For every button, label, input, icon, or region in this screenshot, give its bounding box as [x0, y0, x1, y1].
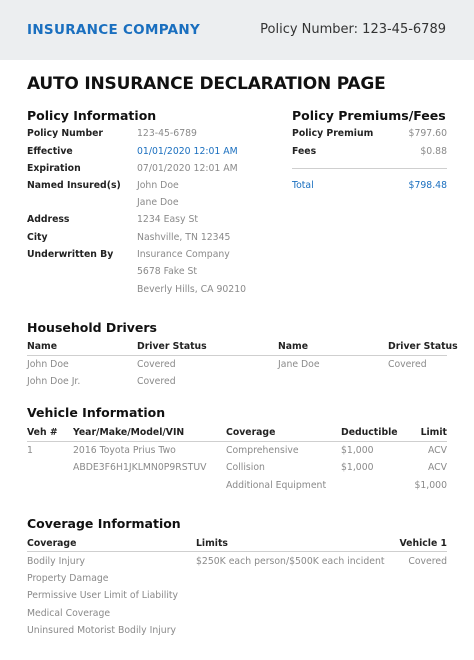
- header-policy-number: Policy Number: 123-45-6789: [260, 22, 446, 37]
- vehicle-col-veh: Veh #: [27, 427, 58, 438]
- address-value: 1234 Easy St: [137, 214, 199, 225]
- city-label: City: [27, 232, 48, 243]
- address-label: Address: [27, 214, 70, 225]
- policy-number-label: Policy Number: [27, 128, 104, 139]
- coverage-divider: [27, 551, 447, 552]
- expiration-value: 07/01/2020 12:01 AM: [137, 163, 238, 174]
- drivers-col-name: Name: [27, 341, 58, 352]
- driver-status: Covered: [137, 376, 176, 387]
- coverage-col-coverage: Coverage: [27, 538, 77, 549]
- coverage-vehicle: Covered: [408, 556, 447, 567]
- driver-name: John Doe: [27, 359, 69, 370]
- underwriter-name: Insurance Company: [137, 249, 230, 260]
- total-value: $798.48: [408, 180, 447, 191]
- effective-label: Effective: [27, 146, 73, 157]
- effective-value: 01/01/2020 12:01 AM: [137, 146, 238, 157]
- coverage-title: Coverage Information: [27, 516, 181, 531]
- underwriter-city: Beverly Hills, CA 90210: [137, 284, 247, 295]
- coverage-type: Collision: [226, 462, 265, 473]
- coverage-name: Uninsured Motorist Bodily Injury: [27, 625, 177, 636]
- named-insured-2: Jane Doe: [137, 197, 179, 208]
- drivers-divider: [27, 355, 447, 356]
- coverage-limits: $250K each person/$500K each incident: [196, 556, 385, 567]
- vehicle-vin: ABDE3F6H1JKLMN0P9RSTUV: [73, 462, 207, 473]
- drivers-title: Household Drivers: [27, 320, 157, 335]
- premium-divider: [292, 168, 447, 169]
- driver-name: Jane Doe: [278, 359, 320, 370]
- coverage-limit: $1,000: [414, 480, 447, 491]
- driver-status: Covered: [388, 359, 427, 370]
- header-bar: [0, 0, 474, 60]
- coverage-type: Comprehensive: [226, 445, 299, 456]
- coverage-col-vehicle: Vehicle 1: [399, 538, 447, 549]
- vehicle-model: 2016 Toyota Prius Two: [73, 445, 176, 456]
- policy-info-title: Policy Information: [27, 108, 157, 123]
- driver-status: Covered: [137, 359, 176, 370]
- city-value: Nashville, TN 12345: [137, 232, 231, 243]
- coverage-name: Bodily Injury: [27, 556, 86, 567]
- fees-label: Fees: [292, 146, 317, 157]
- drivers-col-name-2: Name: [278, 341, 309, 352]
- vehicle-col-limit: Limit: [420, 427, 447, 438]
- named-insured-1: John Doe: [137, 180, 179, 191]
- vehicle-col-ymm: Year/Make/Model/VIN: [73, 427, 185, 438]
- premium-label: Policy Premium: [292, 128, 374, 139]
- drivers-col-status: Driver Status: [137, 341, 207, 352]
- coverage-name: Property Damage: [27, 573, 109, 584]
- vehicle-col-deductible: Deductible: [341, 427, 398, 438]
- underwritten-label: Underwritten By: [27, 249, 114, 260]
- coverage-deductible: $1,000: [341, 445, 374, 456]
- coverage-name: Medical Coverage: [27, 608, 111, 619]
- total-label: Total: [292, 180, 314, 191]
- named-insured-label: Named Insured(s): [27, 180, 121, 191]
- page-title: AUTO INSURANCE DECLARATION PAGE: [27, 74, 386, 94]
- coverage-limit: ACV: [427, 462, 447, 473]
- fees-value: $0.88: [420, 146, 447, 157]
- vehicle-title: Vehicle Information: [27, 405, 166, 420]
- vehicle-col-coverage: Coverage: [226, 427, 276, 438]
- underwriter-street: 5678 Fake St: [137, 266, 198, 277]
- coverage-deductible: $1,000: [341, 462, 374, 473]
- driver-name: John Doe Jr.: [27, 376, 81, 387]
- coverage-col-limits: Limits: [196, 538, 228, 549]
- drivers-col-status-2: Driver Status: [388, 341, 458, 352]
- expiration-label: Expiration: [27, 163, 81, 174]
- vehicle-divider: [27, 441, 447, 442]
- policy-number-value: 123-45-6789: [137, 128, 197, 139]
- vehicle-number: 1: [27, 445, 33, 456]
- premiums-title: Policy Premiums/Fees: [292, 108, 446, 123]
- coverage-limit: ACV: [427, 445, 447, 456]
- coverage-name: Permissive User Limit of Liability: [27, 590, 179, 601]
- coverage-type: Additional Equipment: [226, 480, 327, 491]
- premium-value: $797.60: [408, 128, 447, 139]
- company-brand: INSURANCE COMPANY: [27, 22, 201, 38]
